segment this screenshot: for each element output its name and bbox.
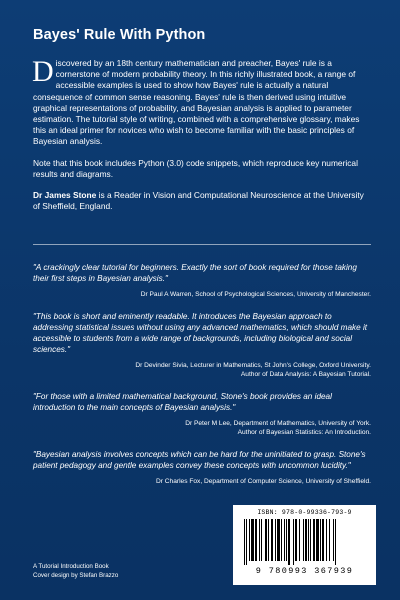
attribution-line: Dr Devinder Sivia, Lecturer in Mathematics, St John's College, Oxford University. xyxy=(135,362,371,369)
barcode-bar xyxy=(335,519,336,565)
review xyxy=(33,262,371,299)
barcode-bar xyxy=(295,519,297,561)
review-attribution xyxy=(33,290,371,299)
review-quote: "This book is short and eminently readable. It introduces the Bayesian approach to addressing statistical issues without using any advanced mathematics, which should make it accessible to students from a wide range of backgrounds, including biological and social sciences." xyxy=(33,312,368,354)
barcode-icon xyxy=(242,519,367,565)
barcode-bar xyxy=(277,519,280,561)
barcode-bar xyxy=(251,519,254,561)
description-paragraph-2: Note that this book includes Python (3.0) code snippets, which reproduce key numerical results and diagrams. xyxy=(33,157,358,179)
book-description xyxy=(32,55,371,222)
barcode-bar xyxy=(265,519,267,561)
barcode-bar xyxy=(326,519,327,561)
cover-designer: Cover design by Stefan Brazzo xyxy=(33,572,119,579)
author-name: Dr James Stone xyxy=(33,190,97,201)
barcode-bar xyxy=(310,519,311,561)
review xyxy=(33,311,371,379)
attribution-line: Author of Data Analysis: A Bayesian Tutorial. xyxy=(240,371,371,378)
review-quote: "For those with a limited mathematical background, Stone's book provides an ideal introduction to the main concepts of Bayesian analysis." xyxy=(33,392,332,412)
barcode-bar xyxy=(322,519,324,561)
barcode-bar xyxy=(268,519,269,561)
barcode-bar xyxy=(288,519,290,565)
barcode-bar xyxy=(333,519,334,561)
barcode-bar xyxy=(249,519,250,561)
attribution-line: Dr Peter M Lee, Department of Mathematics, University of York. xyxy=(185,420,371,427)
isbn-label: ISBN: 978-0-99336-793-9 xyxy=(257,509,352,516)
reviews-section xyxy=(33,262,371,498)
barcode-bar xyxy=(255,519,257,561)
review-attribution xyxy=(33,419,371,437)
book-title: Bayes' Rule With Python xyxy=(33,27,206,43)
barcode-bar xyxy=(329,519,330,561)
barcode-panel xyxy=(233,505,376,585)
barcode-bar xyxy=(320,519,321,561)
attribution-line: Author of Bayesian Statistics: An Introduction. xyxy=(237,429,371,436)
attribution-line: Dr Paul A Warren, School of Psychological Sciences, University of Manchester. xyxy=(140,291,371,298)
barcode-bar xyxy=(286,519,287,561)
barcode-bar xyxy=(308,519,309,561)
barcode-bar xyxy=(261,519,262,561)
review-attribution xyxy=(33,361,371,379)
barcode-bar xyxy=(293,519,294,565)
review xyxy=(33,449,371,486)
drop-cap: D xyxy=(32,55,54,88)
attribution-line: Dr Charles Fox, Department of Computer Science, University of Sheffield. xyxy=(156,478,371,485)
barcode-bar xyxy=(246,519,247,565)
description-text-1: iscovered by an 18th century mathematician and preacher, Bayes' rule is a cornerstone of modern probability theory. In this richly illustrated book, a range of accessible examples is used to show how Bayes' rule is actually a natural consequence of common sense reasoning. Bayes' rule is then derived using intuitive graphical representations of probability, and Bayesian analysis is applied to parameter estimation. The tutorial style of writing, combined with a comprehensive glossary, makes this an ideal primer for novices who wish to become familiar with the basic principles of Bayesian analysis. xyxy=(33,58,360,147)
barcode-bar xyxy=(275,519,276,561)
review-quote: "A crackingly clear tutorial for beginners. Exactly the sort of book required for those taking their first steps in Bayesian analysis." xyxy=(33,263,357,283)
ean-number: 9 780993 367939 xyxy=(255,566,354,576)
review-attribution xyxy=(33,477,371,486)
barcode-bar xyxy=(299,519,300,561)
barcode-bar xyxy=(271,519,273,561)
barcode-bar xyxy=(284,519,285,561)
barcode-bar xyxy=(244,519,245,565)
barcode-bar xyxy=(281,519,282,561)
description-paragraph-1 xyxy=(32,55,371,148)
review-quote: "Bayesian analysis involves concepts which can be hard for the uninitiated to grasp. Stone's patient pedagogy and gentle examples convey these concepts with uncommon lucidity." xyxy=(33,450,366,470)
cover-credits xyxy=(33,562,118,580)
divider xyxy=(33,244,371,245)
barcode-bar xyxy=(305,519,307,561)
review xyxy=(33,391,371,437)
barcode-bar xyxy=(303,519,304,561)
series-name: A Tutorial Introduction Book xyxy=(33,563,109,570)
barcode-bar xyxy=(313,519,315,561)
author-bio-text: is a Reader in Vision and Computational Neuroscience at the University of Sheffield, England. xyxy=(33,190,364,212)
barcode-bar xyxy=(316,519,319,561)
barcode-bar xyxy=(259,519,260,561)
author-bio xyxy=(33,190,371,212)
